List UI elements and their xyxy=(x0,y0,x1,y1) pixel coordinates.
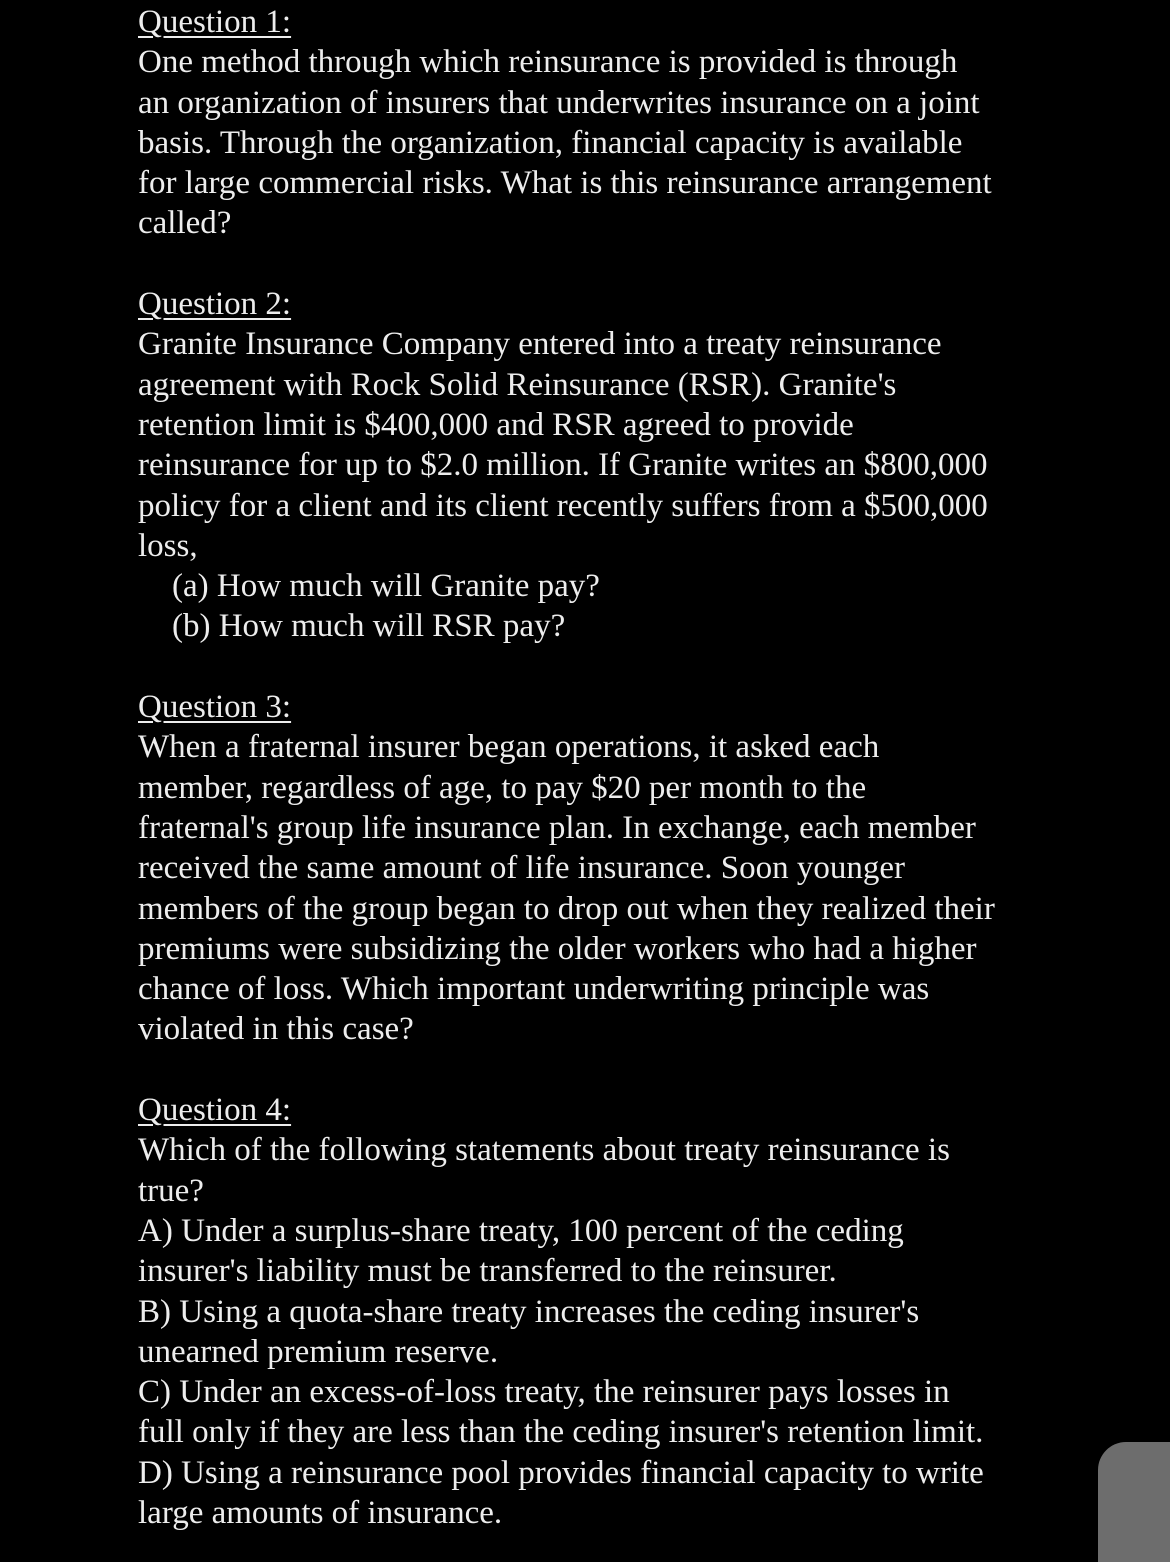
question-4-option-d: D) Using a reinsurance pool provides financial capacity to write large amounts of insurance. xyxy=(138,1454,984,1531)
document-page xyxy=(138,2,1148,1533)
question-2-text: Granite Insurance Company entered into a treaty reinsurance agreement with Rock Solid Reinsurance (RSR). Granite's retention limit is $400,000 and RSR agreed to provide reinsurance for up to $2.0 million. If Granite writes an $800,000 policy for a client and its client recently suffers from a $500,000 loss, xyxy=(138,326,988,564)
question-1-heading: Question 1: xyxy=(138,4,292,40)
question-2-heading: Question 2: xyxy=(138,286,292,323)
question-3-heading: Question 3: xyxy=(138,689,292,726)
question-1 xyxy=(138,2,1148,244)
corner-overlay-tab[interactable] xyxy=(1098,1442,1170,1562)
question-4-option-a: A) Under a surplus-share treaty, 100 percent of the ceding insurer's liability must be transferred to the reinsurer. xyxy=(138,1212,904,1290)
question-4-option-c: C) Under an excess-of-loss treaty, the reinsurer pays losses in full only if they are less than the ceding insurer's retention limit. xyxy=(138,1374,984,1451)
question-3-text: When a fraternal insurer began operations, it asked each member, regardless of age, to pay $20 per month to the fraternal's group life insurance plan. In exchange, each member received the same amount of life insurance. Soon younger members of the group began to drop out when they realized their premiums were subsidizing the older workers who had a higher chance of loss. Which important underwriting principle was violated in this case? xyxy=(138,729,995,1048)
question-1-text: One method through which reinsurance is provided is through an organization of insurers that underwrites insurance on a joint basis. Through the organization, financial capacity is available for large commercial risks. What is this reinsurance arrangement called? xyxy=(138,44,992,242)
question-2-sub-item-a: (a) How much will Granite pay? xyxy=(172,568,600,605)
question-2-sub-item-b: (b) How much will RSR pay? xyxy=(172,608,566,645)
question-3 xyxy=(138,687,1148,1050)
question-4-option-b: B) Using a quota-share treaty increases the ceding insurer's unearned premium reserve. xyxy=(138,1293,920,1370)
question-4-heading: Question 4: xyxy=(138,1092,292,1129)
question-4 xyxy=(138,1090,1148,1533)
question-4-text: Which of the following statements about treaty reinsurance is true? xyxy=(138,1132,950,1209)
question-2 xyxy=(138,284,1148,647)
question-2-sub-list xyxy=(138,566,1148,647)
